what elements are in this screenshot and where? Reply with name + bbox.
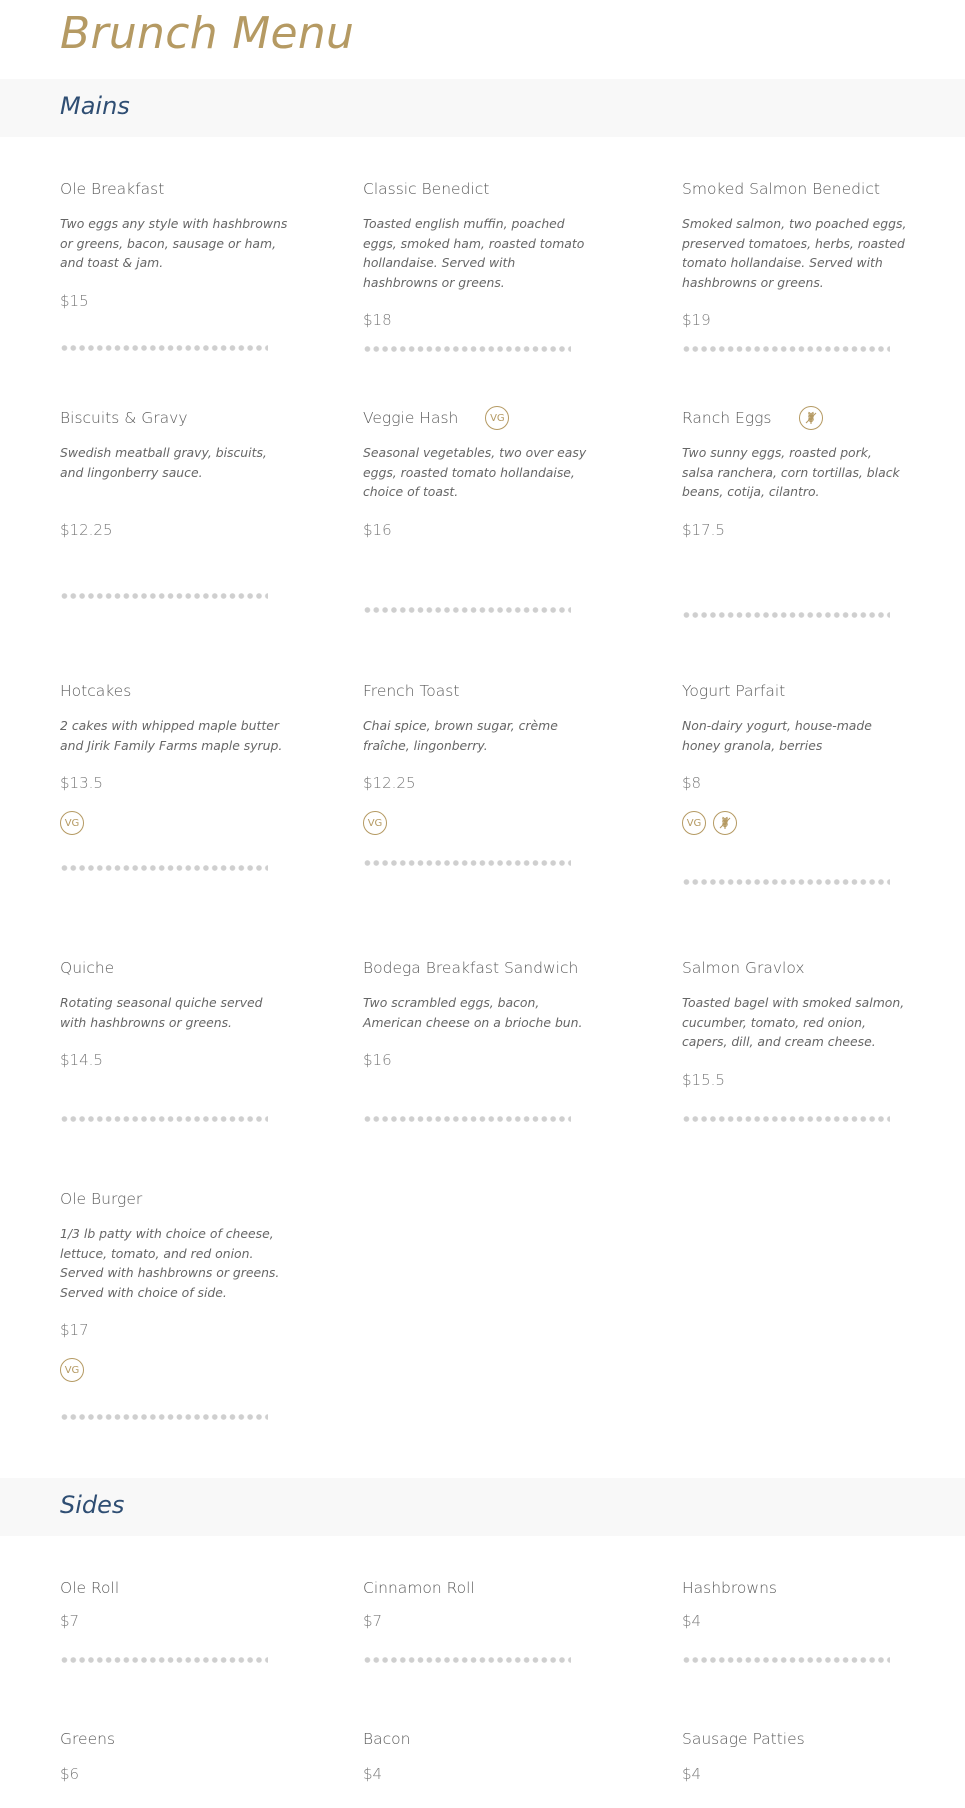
item-description: Non-dairy yogurt, house-made honey granola, berries [682, 718, 872, 753]
dotted-divider [682, 346, 890, 352]
item-price: $12.25 [363, 774, 416, 792]
menu-item [363, 955, 603, 1069]
item-name: Biscuits & Gravy [60, 409, 188, 427]
item-description: 1/3 lb patty with choice of cheese, lettuce, tomato, and red onion. Served with hashbrowns or greens. Served with choice of side. [60, 1226, 280, 1300]
menu-item [60, 1726, 300, 1783]
dotted-divider [363, 346, 571, 352]
item-price: $19 [682, 311, 711, 329]
item-price: $16 [363, 1051, 392, 1069]
item-name: French Toast [363, 682, 460, 700]
page-title: Brunch Menu [60, 8, 355, 59]
item-price: $4 [682, 1765, 702, 1783]
item-name: Sausage Patties [682, 1730, 805, 1748]
item-name: Bodega Breakfast Sandwich [363, 959, 579, 977]
dotted-divider [60, 865, 268, 871]
item-price: $16 [363, 521, 392, 539]
item-name: Cinnamon Roll [363, 1579, 475, 1597]
item-description: Smoked salmon, two poached eggs, preserved tomatoes, herbs, roasted tomato hollandaise. Served with hashbrowns or greens. [682, 216, 907, 290]
item-name: Veggie Hash [363, 409, 459, 427]
menu-item [682, 405, 922, 539]
dotted-divider [682, 1116, 890, 1122]
item-description: Two sunny eggs, roasted pork, salsa ranchera, corn tortillas, black beans, cotija, cilantro. [682, 445, 900, 499]
item-name: Salmon Gravlox [682, 959, 805, 977]
dotted-divider [60, 1414, 268, 1420]
item-name: Ole Roll [60, 1579, 120, 1597]
menu-item [60, 678, 300, 829]
item-name: Bacon [363, 1730, 411, 1748]
item-name: Ole Burger [60, 1190, 143, 1208]
vegetarian-icon: VG [485, 406, 509, 430]
gluten-free-icon [713, 811, 737, 835]
menu-item [60, 405, 300, 539]
item-price: $13.5 [60, 774, 103, 792]
item-name: Greens [60, 1730, 116, 1748]
item-description: Swedish meatball gravy, biscuits, and lingonberry sauce. [60, 445, 267, 480]
item-price: $15 [60, 292, 89, 310]
dotted-divider [363, 607, 571, 613]
dotted-divider [60, 1657, 268, 1663]
item-price: $12.25 [60, 521, 113, 539]
menu-item [363, 176, 603, 329]
menu-item [682, 176, 922, 329]
menu-item [682, 1726, 922, 1783]
item-description: Two scrambled eggs, bacon, American cheese on a brioche bun. [363, 995, 583, 1030]
gluten-free-icon [799, 406, 823, 430]
item-name: Quiche [60, 959, 115, 977]
item-price: $6 [60, 1765, 80, 1783]
item-price: $17 [60, 1321, 89, 1339]
item-name: Ole Breakfast [60, 180, 165, 198]
item-name: Yogurt Parfait [682, 682, 786, 700]
item-price: $4 [363, 1765, 383, 1783]
section-header-sides [0, 1478, 965, 1536]
section-header-mains [0, 79, 965, 137]
dotted-divider [363, 1116, 571, 1122]
item-price: $15.5 [682, 1071, 725, 1089]
menu-item [60, 1186, 300, 1376]
dotted-divider [682, 1657, 890, 1663]
item-description: Two eggs any style with hashbrowns or greens, bacon, sausage or ham, and toast & jam. [60, 216, 288, 270]
dotted-divider [363, 1657, 571, 1663]
item-description: Rotating seasonal quiche served with hashbrowns or greens. [60, 995, 263, 1030]
menu-item [60, 1575, 300, 1630]
item-name: Hotcakes [60, 682, 132, 700]
item-description: Seasonal vegetables, two over easy eggs, roasted tomato hollandaise, choice of toast. [363, 445, 587, 499]
dotted-divider [682, 879, 890, 885]
item-description: Toasted bagel with smoked salmon, cucumber, tomato, red onion, capers, dill, and cream cheese. [682, 995, 905, 1049]
menu-item [363, 678, 603, 829]
item-price: $14.5 [60, 1051, 103, 1069]
menu-item [682, 955, 922, 1089]
menu-item [682, 678, 922, 829]
menu-item [363, 405, 603, 539]
item-price: $17.5 [682, 521, 725, 539]
vegetarian-icon: VG [60, 1358, 84, 1382]
menu-item [60, 955, 300, 1069]
dotted-divider [363, 860, 571, 866]
item-name: Ranch Eggs [682, 409, 772, 427]
section-title: Mains [60, 92, 130, 120]
dotted-divider [60, 593, 268, 599]
dotted-divider [682, 612, 890, 618]
section-title: Sides [60, 1491, 125, 1519]
dotted-divider [60, 345, 268, 351]
vegetarian-icon: VG [363, 811, 387, 835]
item-price: $7 [363, 1612, 383, 1630]
item-name: Classic Benedict [363, 180, 490, 198]
dotted-divider [60, 1116, 268, 1122]
menu-item [363, 1726, 603, 1783]
item-price: $8 [682, 774, 702, 792]
item-name: Hashbrowns [682, 1579, 777, 1597]
vegetarian-icon: VG [60, 811, 84, 835]
menu-item [682, 1575, 922, 1630]
item-price: $7 [60, 1612, 80, 1630]
menu-item [60, 176, 300, 310]
item-price: $4 [682, 1612, 702, 1630]
item-description: Chai spice, brown sugar, crème fraîche, lingonberry. [363, 718, 558, 753]
item-name: Smoked Salmon Benedict [682, 180, 880, 198]
vegetarian-icon: VG [682, 811, 706, 835]
item-description: Toasted english muffin, poached eggs, smoked ham, roasted tomato hollandaise. Served with hashbrowns or greens. [363, 216, 585, 290]
menu-item [363, 1575, 603, 1630]
item-price: $18 [363, 311, 392, 329]
item-description: 2 cakes with whipped maple butter and Jirik Family Farms maple syrup. [60, 718, 283, 753]
